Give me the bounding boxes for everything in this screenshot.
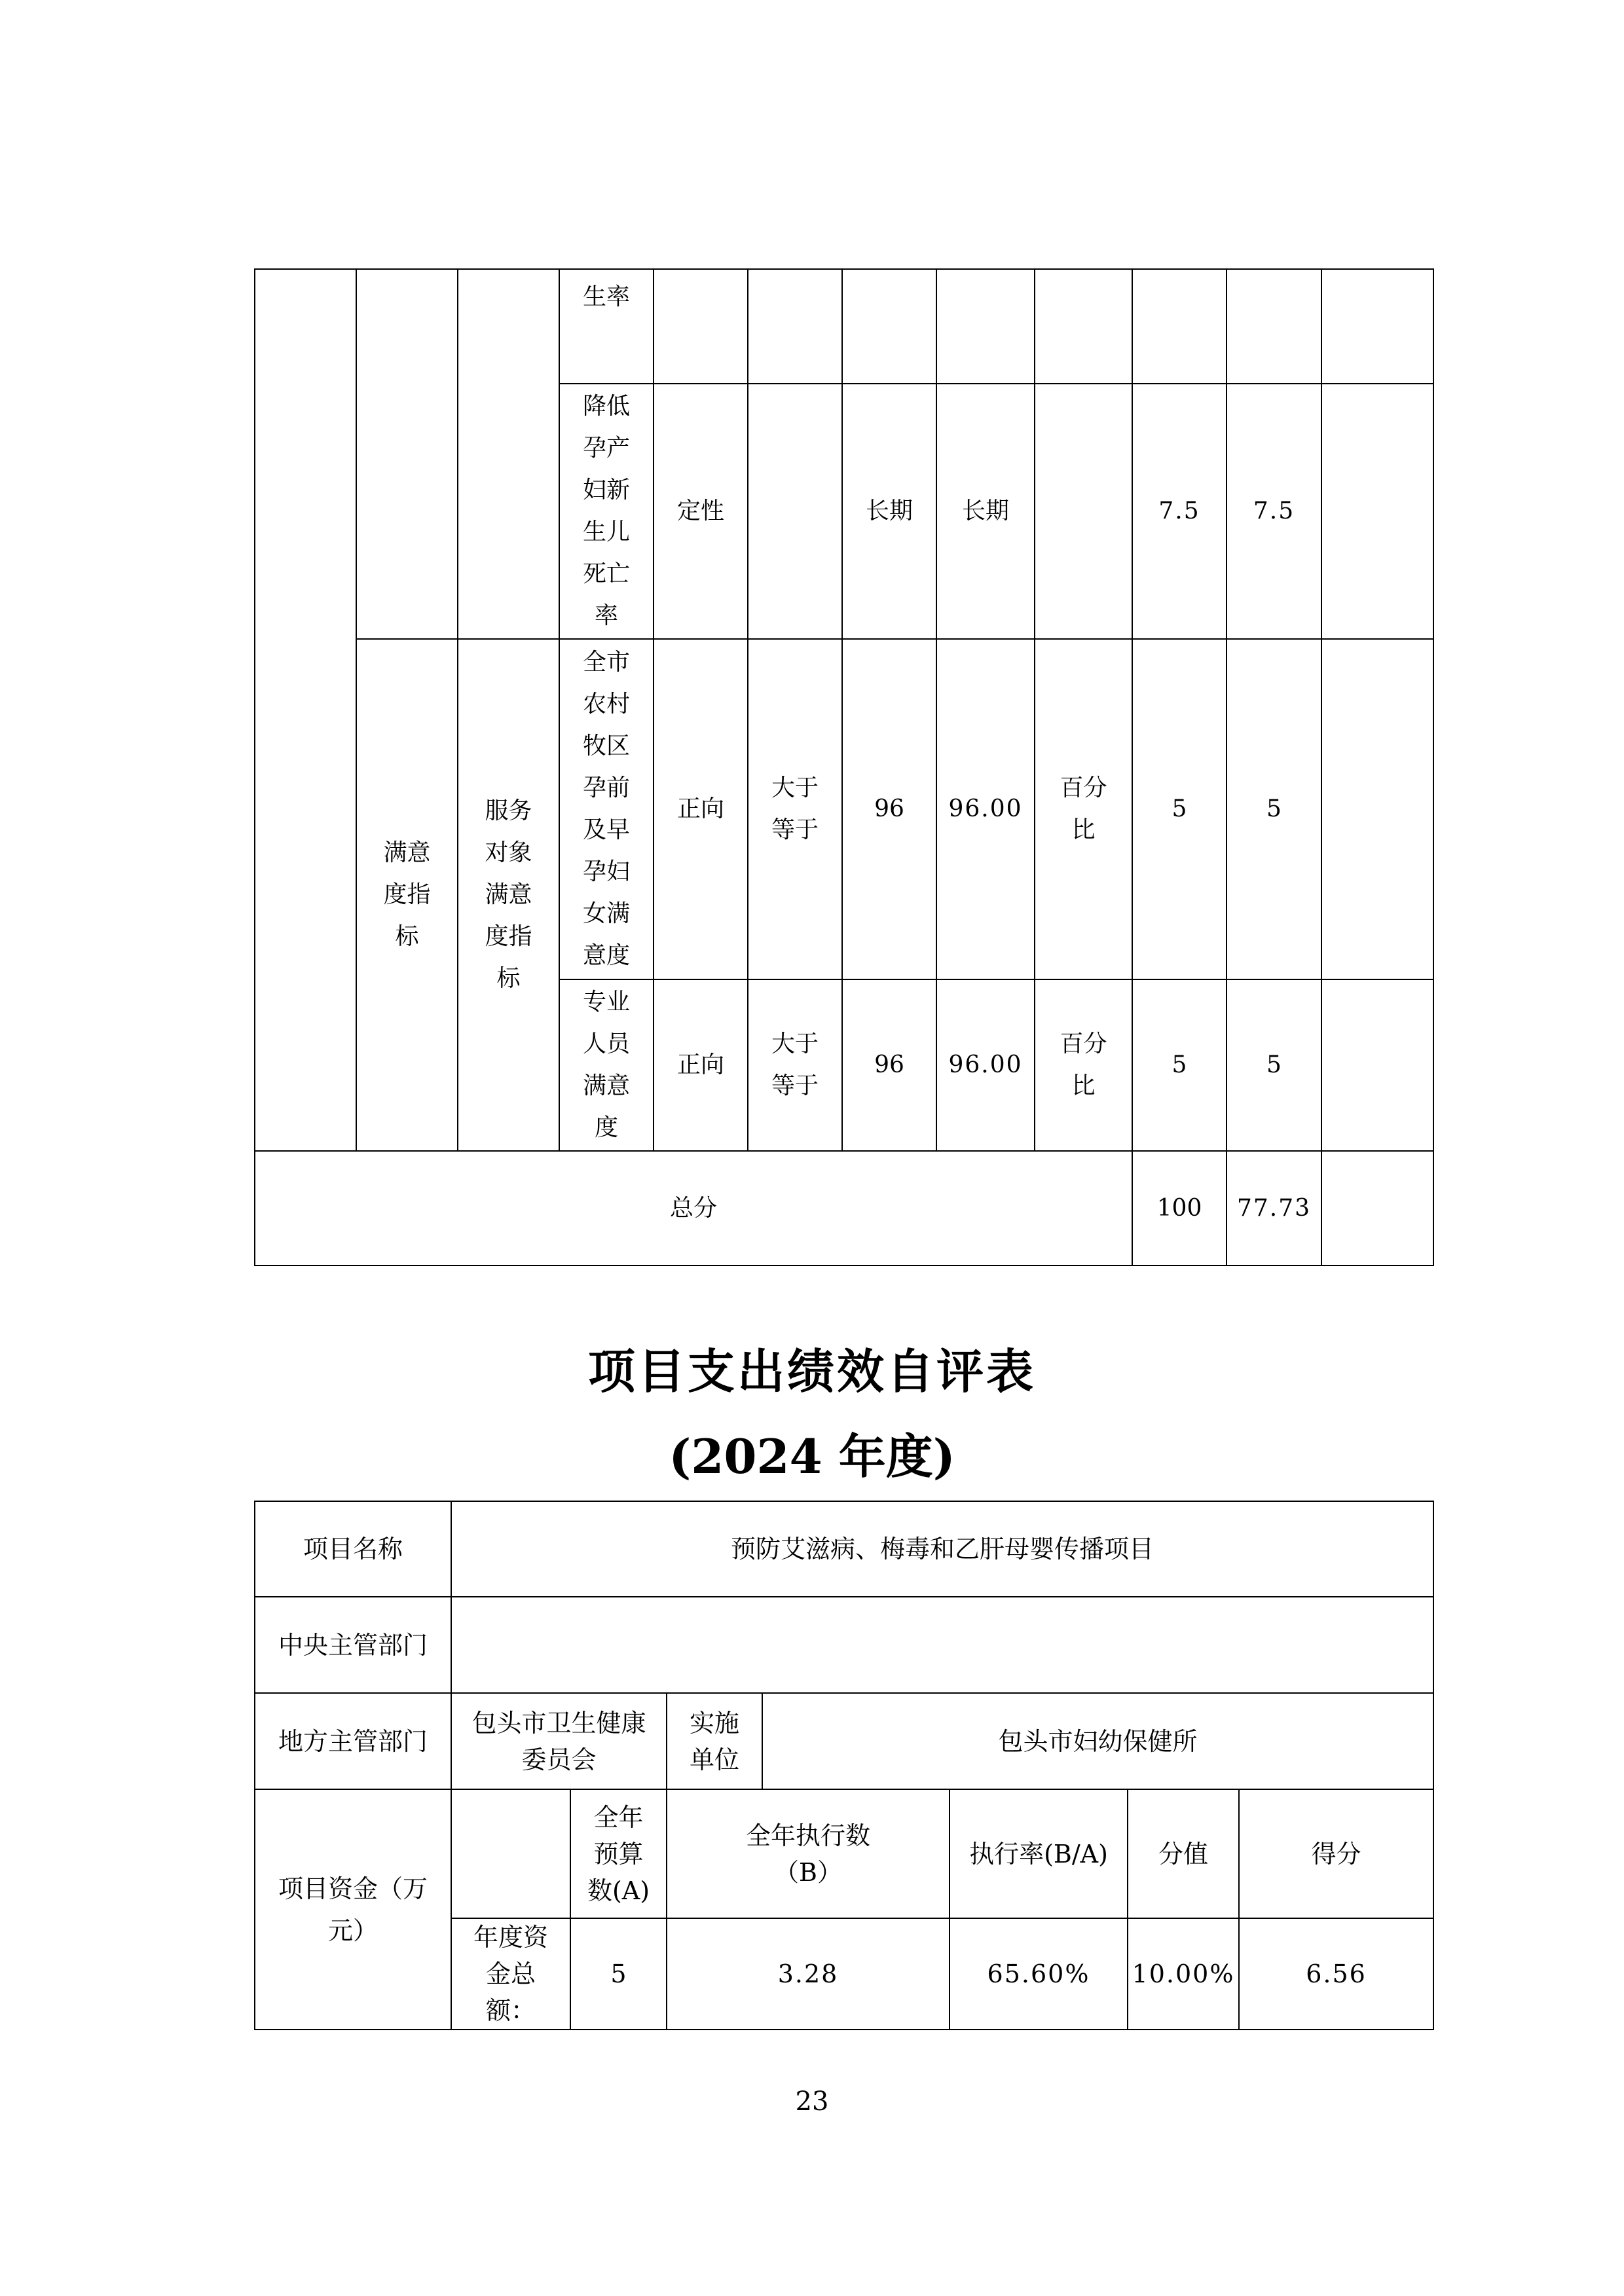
annual-total-label: 年度资金总额： [473, 1923, 548, 2025]
empty-cell [748, 269, 842, 384]
weight-value: 10.00% [1128, 1918, 1239, 2030]
executed-header: 全年执行数（B） [745, 1821, 870, 1887]
indicator-actual: 96.00 [936, 979, 1035, 1151]
indicator-target: 长期 [842, 384, 936, 639]
empty-cell [1321, 979, 1433, 1151]
funds-label-cell [255, 1789, 451, 2030]
annual-total-label-cell [451, 1918, 570, 2030]
indicator-name: 全市农村牧区孕前及早孕妇女满意度 [582, 649, 630, 969]
local-dept-label: 地方主管部门 [255, 1693, 451, 1789]
indicator-name: 生率 [582, 283, 630, 310]
impl-unit-label-cell [667, 1693, 762, 1789]
page-number: 23 [795, 2086, 829, 2117]
performance-indicator-table [254, 268, 1434, 1266]
satisfaction-level1-cell [356, 639, 458, 1151]
indicator-unit-cell [1035, 639, 1132, 979]
indicator-unit-cell [1035, 979, 1132, 1151]
empty-cell [1321, 269, 1433, 384]
weight-header: 分值 [1128, 1789, 1239, 1918]
indicator-score: 5 [1227, 639, 1321, 979]
indicator-name-cell [559, 269, 654, 384]
indicator-score: 7.5 [1227, 384, 1321, 639]
budget-value: 5 [570, 1918, 667, 2030]
indicator-name: 降低孕产妇新生儿死亡率 [582, 393, 630, 629]
local-dept-cell [451, 1693, 667, 1789]
satisfaction-level2-cell [458, 639, 559, 1151]
local-dept: 包头市卫生健康委员会 [471, 1708, 646, 1774]
indicator-operator [748, 384, 842, 639]
empty-cell [1321, 384, 1433, 639]
indicator-name-cell [559, 639, 654, 979]
indicator-operator-cell [748, 979, 842, 1151]
indicator-level1-cell [356, 269, 458, 639]
empty-cell [451, 1789, 570, 1918]
score-header: 得分 [1239, 1789, 1433, 1918]
empty-cell [936, 269, 1035, 384]
indicator-operator: 大于等于 [771, 774, 819, 843]
total-label: 总分 [255, 1151, 1132, 1266]
total-score: 77.73 [1227, 1151, 1321, 1266]
project-name-label: 项目名称 [255, 1501, 451, 1597]
impl-unit: 包头市妇幼保健所 [762, 1693, 1433, 1789]
indicator-weight: 5 [1132, 639, 1227, 979]
indicator-actual: 96.00 [936, 639, 1035, 979]
indicator-level0-cell [255, 269, 356, 1151]
empty-cell [1035, 269, 1132, 384]
satisfaction-level1: 满意度指标 [383, 839, 431, 950]
project-name: 预防艾滋病、梅毒和乙肝母婴传播项目 [451, 1501, 1433, 1597]
indicator-name: 专业人员满意度 [582, 989, 630, 1141]
indicator-unit: 百分比 [1060, 1030, 1107, 1099]
empty-cell [1321, 1151, 1433, 1266]
score-value: 6.56 [1239, 1918, 1433, 2030]
funds-label: 项目资金（万元） [278, 1874, 428, 1945]
indicator-unit [1035, 384, 1132, 639]
form-title: 项目支出绩效自评表 [587, 1343, 1036, 1399]
central-dept [451, 1597, 1433, 1693]
indicator-target: 96 [842, 639, 936, 979]
indicator-target: 96 [842, 979, 936, 1151]
rate-header: 执行率(B/A) [950, 1789, 1128, 1918]
project-info-table [254, 1501, 1434, 2030]
executed-header-cell [667, 1789, 950, 1918]
indicator-name-cell [559, 384, 654, 639]
form-subtitle: (2024 年度) [669, 1429, 955, 1484]
empty-cell [654, 269, 748, 384]
empty-cell [1132, 269, 1227, 384]
central-dept-label: 中央主管部门 [255, 1597, 451, 1693]
indicator-weight: 7.5 [1132, 384, 1227, 639]
indicator-nature: 正向 [654, 639, 748, 979]
budget-header-cell [570, 1789, 667, 1918]
indicator-name-cell [559, 979, 654, 1151]
rate-value: 65.60% [950, 1918, 1128, 2030]
indicator-operator: 大于等于 [771, 1030, 819, 1099]
indicator-nature: 正向 [654, 979, 748, 1151]
satisfaction-level2: 服务对象满意度指标 [485, 797, 532, 992]
empty-cell [1227, 269, 1321, 384]
empty-cell [842, 269, 936, 384]
indicator-score: 5 [1227, 979, 1321, 1151]
total-weight: 100 [1132, 1151, 1227, 1266]
indicator-unit: 百分比 [1060, 774, 1107, 843]
indicator-actual: 长期 [936, 384, 1035, 639]
executed-value: 3.28 [667, 1918, 950, 2030]
indicator-level2-cell [458, 269, 559, 639]
indicator-nature: 定性 [654, 384, 748, 639]
empty-cell [1321, 639, 1433, 979]
impl-unit-label: 实施单位 [689, 1708, 739, 1774]
indicator-operator-cell [748, 639, 842, 979]
budget-header: 全年预算数(A) [587, 1802, 650, 1905]
indicator-weight: 5 [1132, 979, 1227, 1151]
